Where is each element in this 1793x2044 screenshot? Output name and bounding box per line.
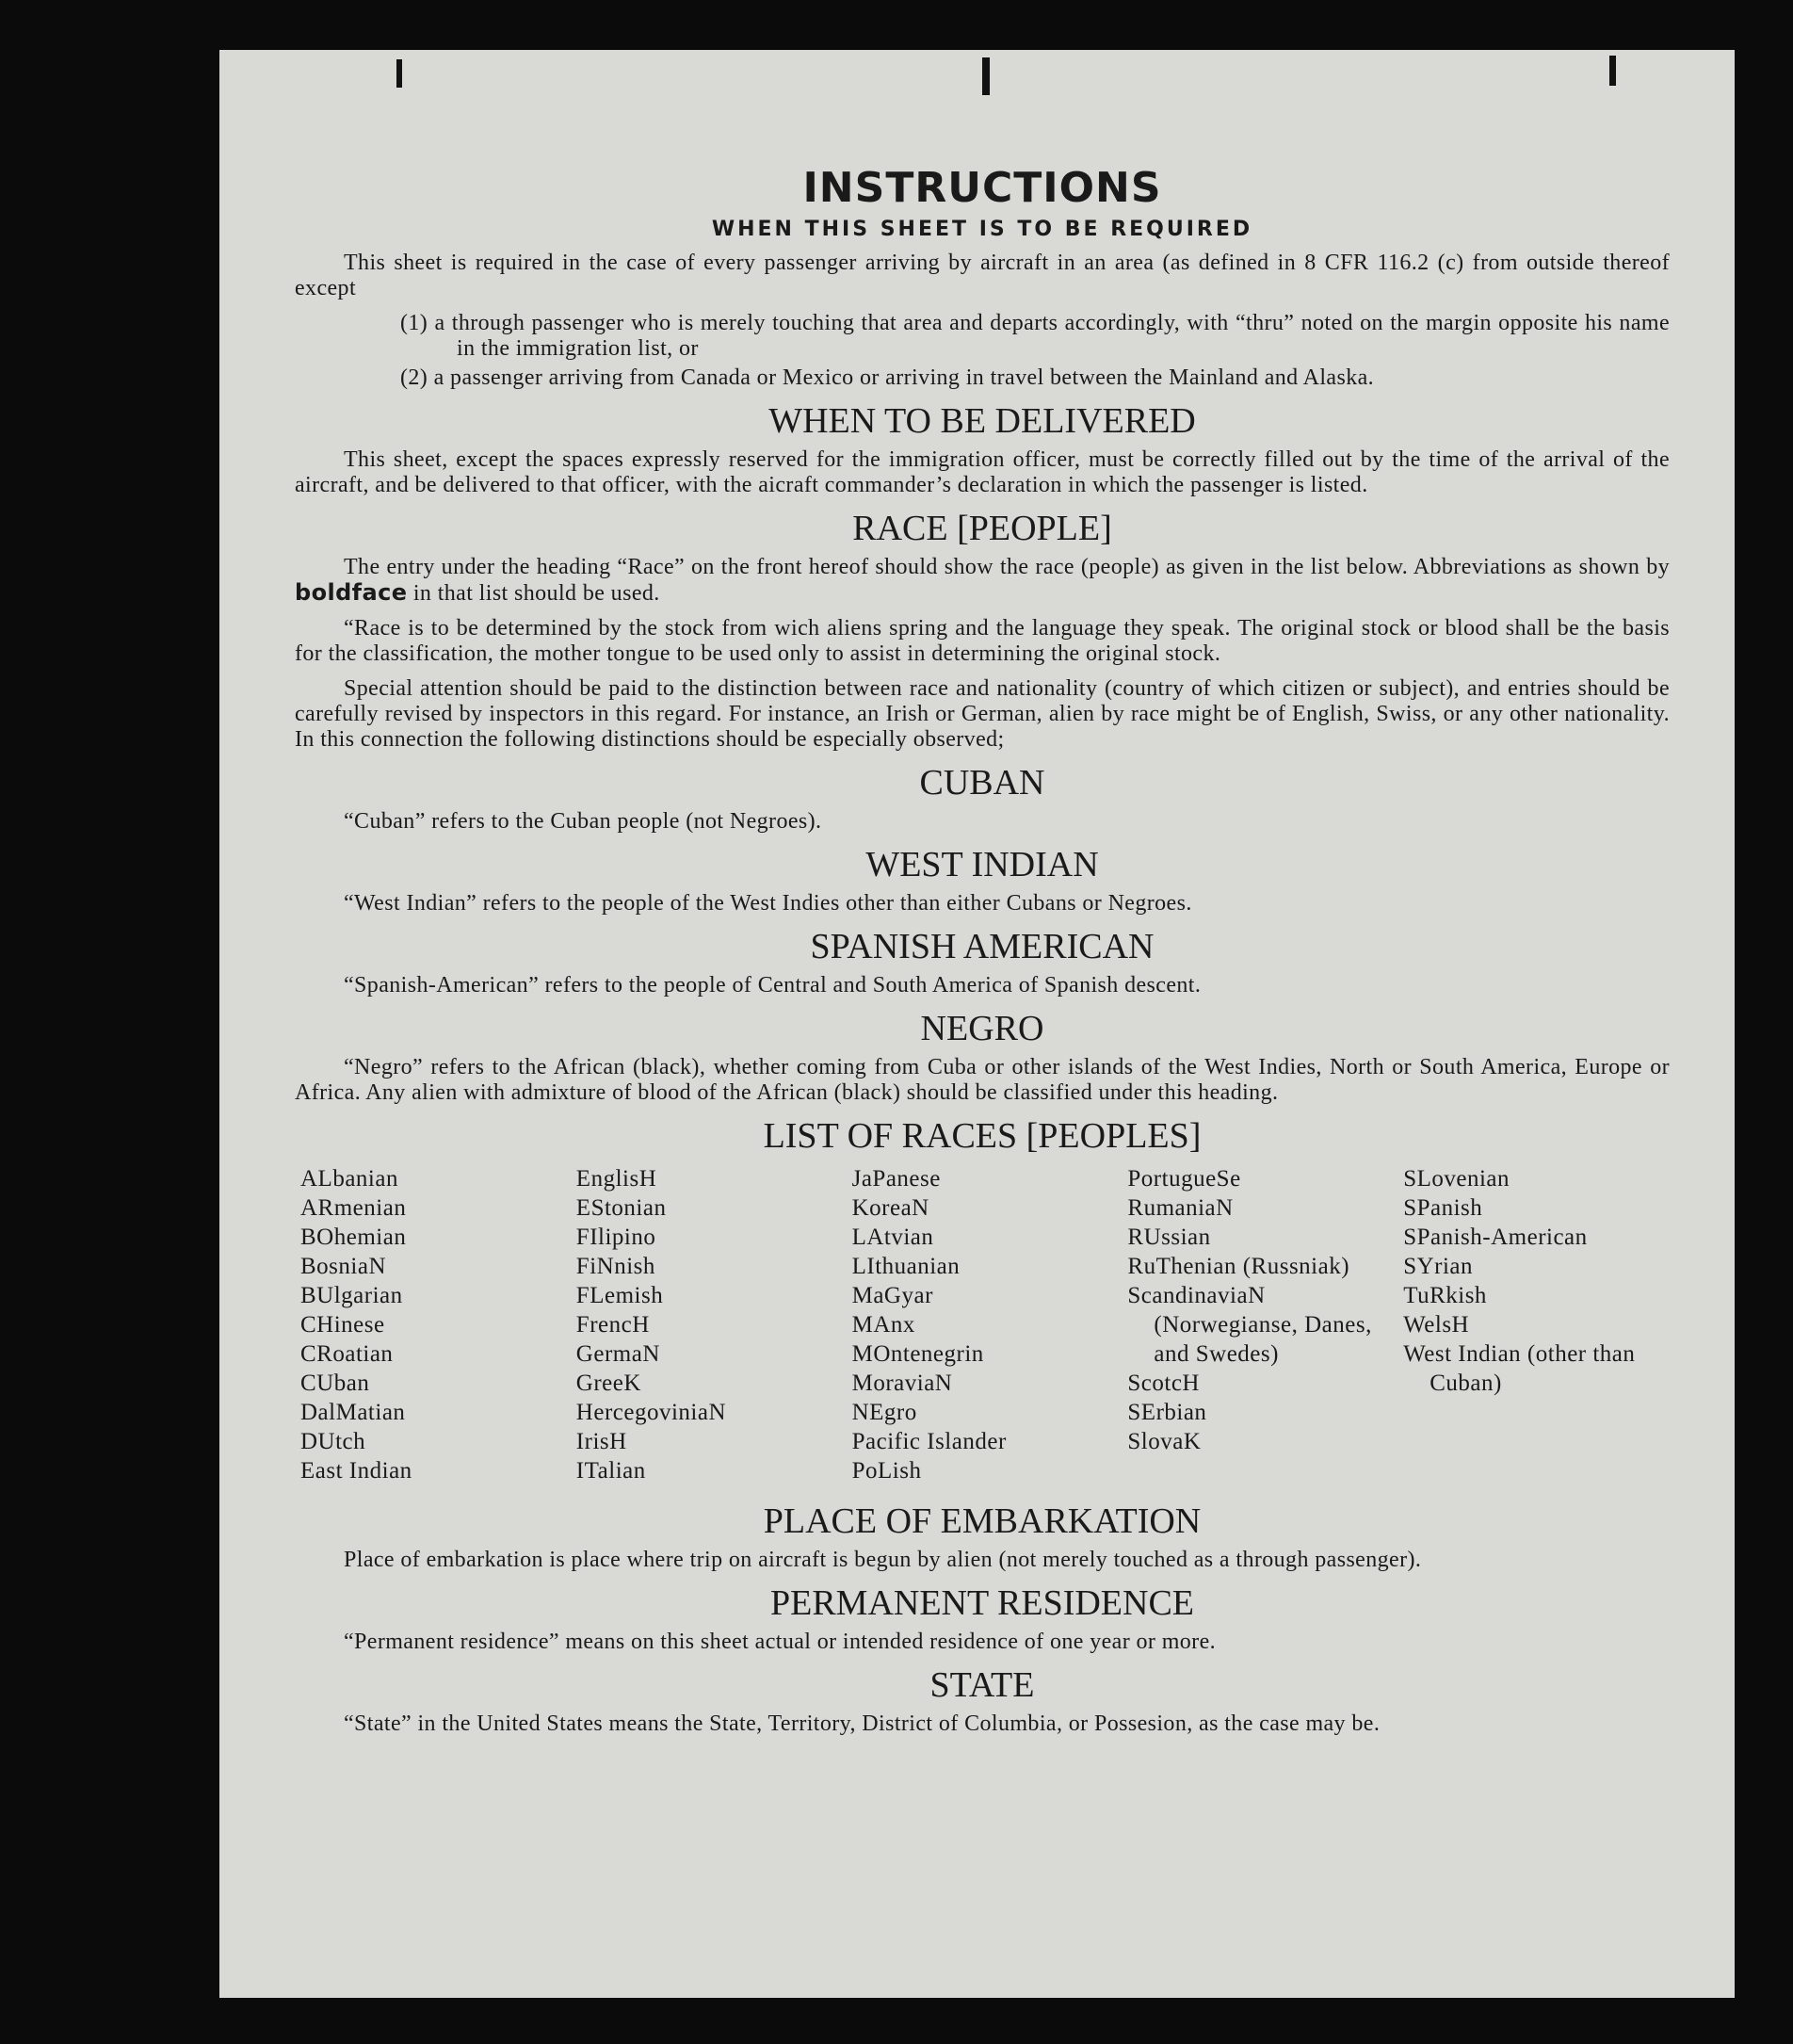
item-number: (2) [400, 365, 428, 390]
exception-list [295, 311, 1670, 391]
section-heading-residence: PERMANENT RESIDENCE [769, 1583, 1195, 1623]
punch-mark [982, 57, 990, 95]
race-item: CUban [300, 1371, 370, 1396]
race-item: PortugueSe [1127, 1166, 1241, 1192]
race-item: EStonian [575, 1195, 667, 1221]
residence-text: “Permanent residence” means on this sheet actual or intended residence of one year or more. [344, 1630, 1217, 1654]
race-item: BosniaN [300, 1254, 386, 1279]
west-indian-text: “West Indian” refers to the people of the West Indies other than either Cubans or Negroes. [344, 891, 1192, 916]
negro-text: “Negro” refers to the African (black), whether coming from Cuba or other islands of the West Indies, North or South America, Europe or Africa. Any alien with admixture of blood of the African (black) should be classified under this heading. [295, 1055, 1670, 1105]
race-item: FLemish [575, 1283, 664, 1308]
race-item: ScotcH [1127, 1371, 1200, 1396]
document-sheet [219, 50, 1735, 1998]
race-item: DalMatian [300, 1400, 406, 1425]
spanish-american-text: “Spanish-American” refers to the people of Central and South America of Spanish descent. [344, 973, 1202, 998]
section-heading-delivered: WHEN TO BE DELIVERED [768, 401, 1196, 441]
race-item: MaGyar [851, 1283, 933, 1308]
race-paragraph-3: Special attention should be paid to the distinction between race and nationality (country of which citizen or subject), and entries should be carefully revised by inspectors in this regard. For instance, an Irish or German, alien by race might be of English, Swiss, or any other nationality. In this connection the following distinctions should be especially observed; [295, 676, 1670, 752]
race-item: GermaN [575, 1341, 660, 1367]
race-item: MAnx [851, 1312, 915, 1338]
race-item: BUlgarian [300, 1283, 403, 1308]
race-item: Pacific Islander [851, 1429, 1007, 1454]
section-heading-list-of-races: LIST OF RACES [PEOPLES] [763, 1116, 1202, 1156]
race-item: RumaniaN [1127, 1195, 1234, 1221]
race-text: The entry under the heading “Race” on the front hereof should show the race (people) as given in the list below. Abbreviations as shown by [344, 555, 1670, 579]
race-item: SYrian [1403, 1254, 1474, 1279]
race-item: KoreaN [851, 1195, 929, 1221]
section-heading-race: RACE [PEOPLE] [852, 509, 1112, 548]
race-item: WelsH [1403, 1312, 1470, 1338]
race-paragraph-2: “Race is to be determined by the stock from wich aliens spring and the language they speak. The original stock or blood shall be the basis for the classification, the mother tongue to be used only to assist in determining the original stock. [295, 616, 1670, 666]
list-item [400, 311, 1670, 362]
race-column [300, 1164, 567, 1485]
race-item: SPanish-American [1403, 1225, 1588, 1250]
race-item: SErbian [1127, 1400, 1207, 1425]
race-item: SLovenian [1403, 1166, 1510, 1192]
race-item: DUtch [300, 1429, 366, 1454]
race-item: RuThenian (Russniak) [1127, 1254, 1350, 1279]
item-text: a through passenger who is merely touching that area and departs accordingly, with “thru” noted on the margin opposite his name in the immigration list, or [434, 311, 1671, 361]
race-item: IrisH [575, 1429, 627, 1454]
race-item: JaPanese [851, 1166, 941, 1192]
race-paragraph-1 [295, 555, 1670, 607]
document-body [295, 163, 1670, 1746]
race-item: FIlipino [575, 1225, 656, 1250]
race-item: ARmenian [300, 1195, 407, 1221]
page-title: INSTRUCTIONS [802, 164, 1162, 212]
race-item: East Indian [300, 1458, 412, 1484]
section-heading-cuban: CUBAN [919, 763, 1045, 803]
race-item: GreeK [575, 1371, 641, 1396]
race-item: LIthuanian [851, 1254, 961, 1279]
section-heading-embarkation: PLACE OF EMBARKATION [763, 1501, 1202, 1541]
page-subtitle: WHEN THIS SHEET IS TO BE REQUIRED [711, 218, 1253, 241]
race-column [1403, 1164, 1670, 1485]
race-item: BOhemian [300, 1225, 407, 1250]
section-heading-spanish-american: SPANISH AMERICAN [810, 927, 1155, 966]
race-item: HercegoviniaN [575, 1400, 727, 1425]
race-column [576, 1164, 843, 1485]
embarkation-text: Place of embarkation is place where trip on aircraft is begun by alien (not merely touched as a through passenger). [344, 1548, 1422, 1572]
delivered-text: This sheet, except the spaces expressly reserved for the immigration officer, must be correctly filled out by the time of the arrival of the aircraft, and be delivered to that officer, with the aicraft commander’s declaration in which the passenger is listed. [295, 447, 1670, 497]
race-item: CHinese [300, 1312, 385, 1338]
race-item: PoLish [851, 1458, 922, 1484]
race-item: CRoatian [300, 1341, 394, 1367]
section-heading-west-indian: WEST INDIAN [865, 845, 1099, 884]
races-table [300, 1164, 1670, 1485]
required-intro: This sheet is required in the case of every passenger arriving by aircraft in an area (as defined in 8 CFR 116.2 (c) from outside thereof except [295, 251, 1670, 300]
section-heading-negro: NEGRO [920, 1009, 1044, 1048]
race-item: West Indian (other than Cuban) [1403, 1341, 1636, 1396]
race-item: ScandinaviaN (Norwegianse, Danes, and Swedes) [1127, 1283, 1372, 1367]
race-item: TuRkish [1403, 1283, 1487, 1308]
race-column [1127, 1164, 1394, 1485]
list-item [400, 365, 1670, 391]
section-heading-state: STATE [929, 1665, 1035, 1705]
race-item: SPanish [1403, 1195, 1483, 1221]
race-item: ALbanian [300, 1166, 398, 1192]
item-number: (1) [400, 311, 428, 335]
race-column [852, 1164, 1119, 1485]
race-item: SlovaK [1127, 1429, 1202, 1454]
cuban-text: “Cuban” refers to the Cuban people (not Negroes). [344, 809, 822, 834]
race-item: MoraviaN [851, 1371, 953, 1396]
punch-mark [1609, 56, 1616, 86]
punch-mark [396, 59, 402, 88]
race-item: FiNnish [575, 1254, 655, 1279]
race-item: RUssian [1127, 1225, 1211, 1250]
boldface-word: boldface [295, 579, 408, 606]
race-text: in that list should be used. [407, 581, 660, 606]
race-item: NEgro [851, 1400, 917, 1425]
race-item: EnglisH [575, 1166, 657, 1192]
state-text: “State” in the United States means the State, Territory, District of Columbia, or Possesion, as the case may be. [344, 1711, 1381, 1736]
race-item: MOntenegrin [851, 1341, 984, 1367]
item-text: a passenger arriving from Canada or Mexico or arriving in travel between the Mainland and Alaska. [433, 365, 1375, 390]
race-item: LAtvian [851, 1225, 934, 1250]
race-item: FrencH [575, 1312, 650, 1338]
race-item: ITalian [575, 1458, 646, 1484]
